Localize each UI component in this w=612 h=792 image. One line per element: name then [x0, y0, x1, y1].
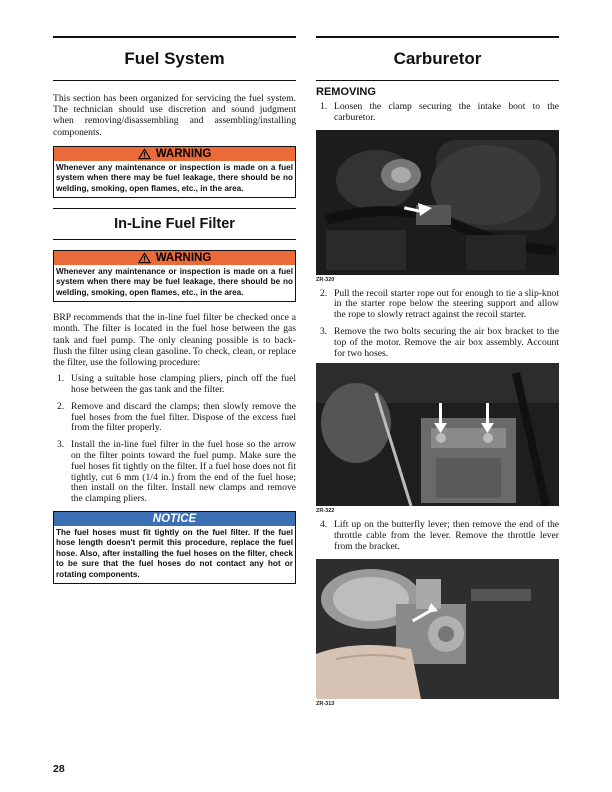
intro-paragraph: This section has been organized for servicing the fuel system. The technician should use discretion and sound judgment when removing/disassembling and assembling/installing components.	[53, 93, 296, 138]
subsection-title: In-Line Fuel Filter	[53, 208, 296, 240]
filter-paragraph: BRP recommends that the in-line fuel filter be checked once a month. The filter is located in the fuel hose between the gas tank and fuel pump. The only cleaning possible is to back-flush the filter using clean gasoline. To check, clean, or replace the filter, use the following procedure:	[53, 312, 296, 369]
procedure-list	[316, 289, 559, 360]
warning-triangle-icon	[138, 148, 151, 160]
list-item	[53, 440, 296, 505]
section-title: Fuel System	[53, 36, 296, 81]
step-number: 2.	[320, 287, 328, 299]
right-column	[316, 36, 559, 707]
step-text: Pull the recoil starter rope out for enough to tie a slip-knot in the starter rope below the steering support and allow the rope to slowly retract against the recoil starter.	[334, 287, 559, 321]
left-column	[53, 36, 296, 584]
photo-illustration	[316, 363, 559, 506]
step-number: 1.	[57, 373, 65, 385]
list-item	[53, 402, 296, 434]
step-text: Remove the two bolts securing the air box bracket to the top of the motor. Remove the air box assembly. Account for two hoses.	[334, 325, 559, 359]
warning-label: WARNING	[155, 252, 212, 265]
warning-box	[53, 146, 296, 198]
notice-header: NOTICE	[54, 512, 295, 526]
warning-text: Whenever any maintenance or inspection is made on a fuel system when there may be fuel leakage, there should be no welding, smoking, open flames, etc., in the area.	[56, 162, 293, 193]
warning-header	[54, 251, 295, 265]
warning-header	[54, 147, 295, 161]
step-number: 3.	[57, 439, 65, 451]
list-item	[316, 327, 559, 359]
removing-subhead: REMOVING	[316, 86, 376, 98]
carburetor-intake-photo	[316, 130, 559, 275]
step-number: 3.	[320, 325, 328, 337]
notice-box	[53, 511, 296, 584]
warning-label: WARNING	[155, 147, 212, 160]
step-number: 2.	[57, 400, 65, 412]
air-box-bracket-photo	[316, 363, 559, 506]
warning-text: Whenever any maintenance or inspection is made on a fuel system when there may be fuel leakage, there should be no welding, smoking, open flames, etc., in the area.	[56, 267, 293, 297]
procedure-list	[53, 374, 296, 505]
list-item	[316, 102, 559, 124]
step-text: Loosen the clamp securing the intake boot to the carburetor.	[334, 101, 559, 123]
warning-triangle-icon	[138, 252, 151, 264]
photo-illustration	[316, 559, 559, 699]
notice-text: The fuel hoses must fit tightly on the fuel filter. If the fuel hose length doesn't permit this procedure, replace the fuel hose. Also, after installing the fuel hoses on the filter, check to be sure that the fuel hoses do not contact any hot or rotating components.	[56, 528, 293, 579]
list-item	[53, 374, 296, 396]
page-number: 28	[53, 763, 65, 775]
figure-label: ZR-313	[316, 700, 335, 707]
step-text: Using a suitable hose clamping pliers, pinch off the fuel hose between the gas tank and the filter.	[71, 373, 296, 396]
photo-illustration	[316, 130, 559, 275]
step-text: Install the in-line fuel filter in the fuel hose so the arrow on the filter points toward the fuel pump. Make sure the fuel hoses fit tightly on the filter. If a fuel hose does not fit tightly, cut 6 mm (1/4 in.) from the end of the fuel hose; then install on the filter. Install new clamps and remove the clamping pliers.	[71, 439, 296, 505]
step-number: 1.	[320, 101, 328, 112]
step-text: Lift up on the butterfly lever; then remove the end of the throttle cable from the lever. Remove the throttle lever from the bracket.	[334, 519, 559, 552]
throttle-lever-photo	[316, 559, 559, 699]
procedure-list	[316, 102, 559, 124]
warning-box	[53, 250, 296, 302]
list-item	[316, 289, 559, 321]
list-item	[316, 520, 559, 552]
step-number: 4.	[320, 519, 328, 531]
figure-label: ZR-322	[316, 508, 335, 515]
step-text: Remove and discard the clamps; then slowly remove the fuel hoses from the fuel filter. Dispose of the excess fuel from the filter properly.	[71, 400, 296, 434]
procedure-list	[316, 520, 559, 552]
section-title: Carburetor	[316, 36, 559, 81]
figure-label: ZR-320	[316, 276, 335, 283]
